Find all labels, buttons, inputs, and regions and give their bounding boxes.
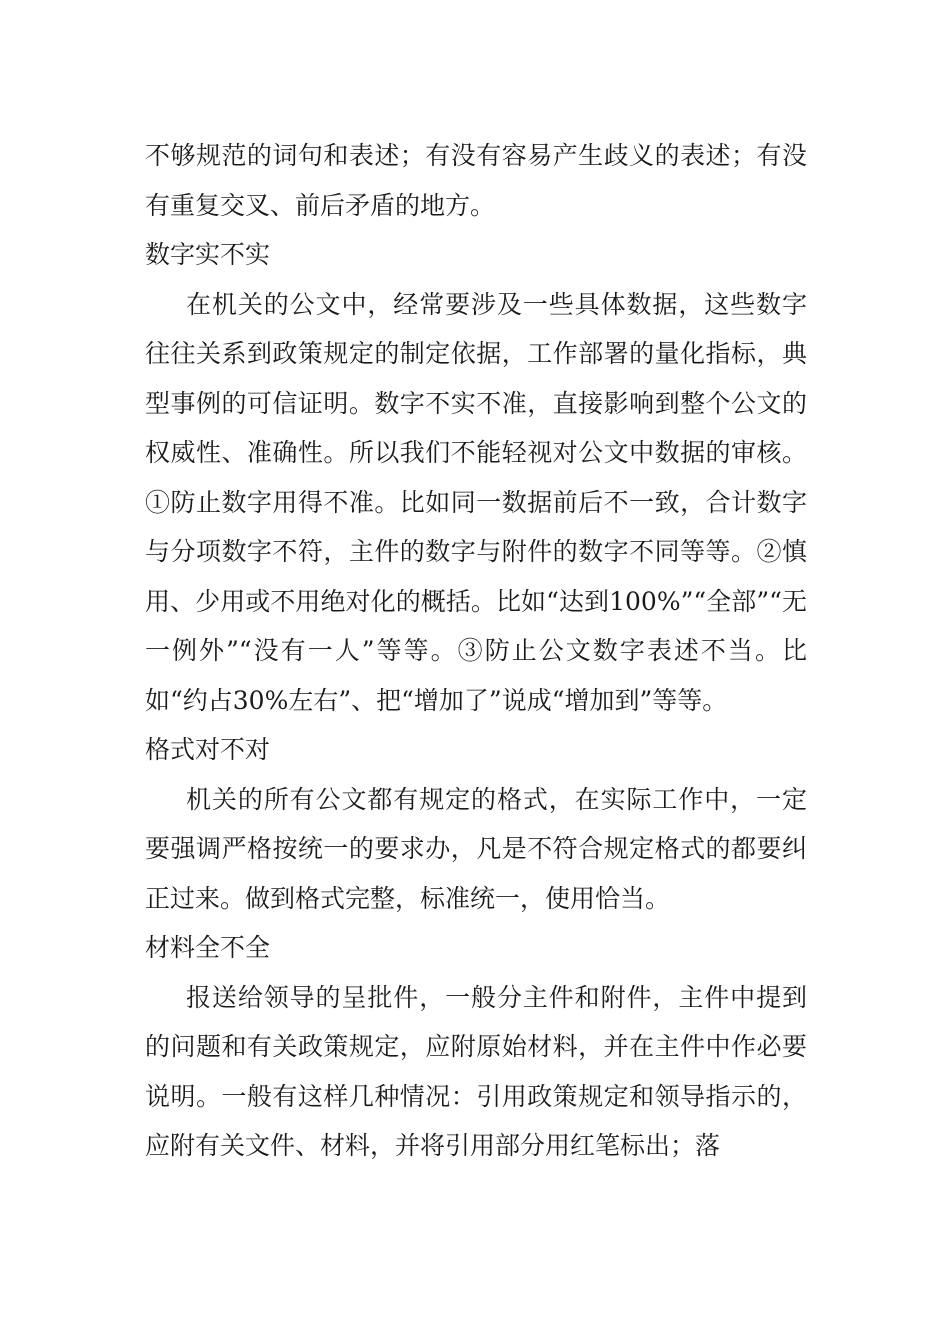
paragraph-format: 机关的所有公文都有规定的格式，在实际工作中，一定要强调严格按统一的要求办，凡是不符合规定格式的都要纠正过来。做到格式完整，标准统一，使用恰当。 xyxy=(145,784,807,913)
paragraph-continuation: 不够规范的词句和表述；有没有容易产生歧义的表述；有没有重复交叉、前后矛盾的地方。 xyxy=(145,141,807,220)
section-heading-format: 格式对不对 xyxy=(145,735,271,764)
paragraph-materials: 报送给领导的呈批件，一般分主件和附件，主件中提到的问题和有关政策规定，应附原始材料，并在主件中作必要说明。一般有这样几种情况：引用政策规定和领导指示的，应附有关文件、材料，并将引用部分用红笔标出；落 xyxy=(145,982,807,1160)
document-body xyxy=(145,131,807,1171)
section-heading-numbers: 数字实不实 xyxy=(145,240,271,269)
section-heading-materials: 材料全不全 xyxy=(145,933,271,962)
paragraph-numbers: 在机关的公文中，经常要涉及一些具体数据，这些数字往往关系到政策规定的制定依据，工作部署的量化指标，典型事例的可信证明。数字不实不准，直接影响到整个公文的权威性、准确性。所以我们不能轻视对公文中数据的审核。①防止数字用得不准。比如同一数据前后不一致，合计数字与分项数字不符，主件的数字与附件的数字不同等等。②慎用、少用或不用绝对化的概括。比如“达到100%”“全部”“无一例外”“没有一人”等等。③防止公文数字表述不当。比如“约占30%左右”、把“增加了”说成“增加到”等等。 xyxy=(145,289,807,715)
